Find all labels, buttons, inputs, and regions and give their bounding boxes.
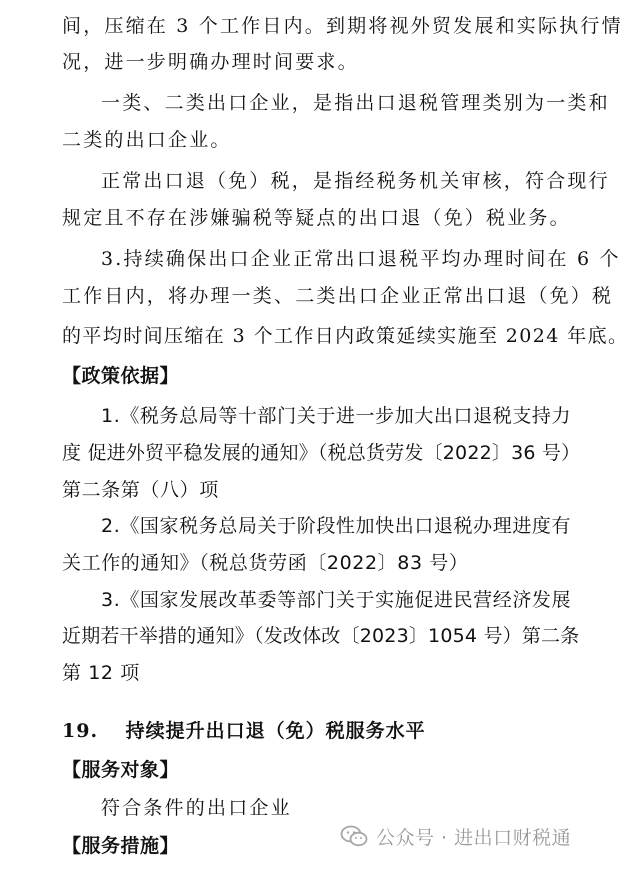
policy-line: 1.《税务总局等十部门关于进一步加大出口退税支持力 — [101, 405, 572, 427]
body-line: 的平均时间压缩在 3 个工作日内政策延续实施至 2024 年底。 — [62, 325, 629, 347]
body-line: 工作日内，将办理一类、二类出口企业正常出口退（免）税 — [62, 285, 614, 307]
policy-line: 第二条第（八）项 — [62, 479, 219, 501]
policy-line: 第 12 项 — [62, 662, 140, 684]
policy-basis-heading: 【政策依据】 — [62, 365, 180, 387]
watermark-text: 公众号 · 进出口财税通 — [376, 826, 572, 849]
body-line: 3.持续确保出口企业正常出口退税平均办理时间在 6 个 — [101, 248, 621, 270]
body-line: 二类的出口企业。 — [62, 129, 232, 151]
item-19-title: 19. 持续提升出口退（免）税服务水平 — [62, 720, 426, 742]
watermark — [340, 818, 571, 854]
service-target-heading: 【服务对象】 — [62, 759, 180, 781]
policy-line: 2.《国家税务总局关于阶段性加快出口退税办理进度有 — [101, 515, 572, 537]
policy-line: 关工作的通知》（税总货劳函〔2022〕83 号） — [62, 552, 469, 574]
body-line: 规定且不存在涉嫌骗税等疑点的出口退（免）税业务。 — [62, 207, 571, 229]
body-line: 正常出口退（免）税，是指经税务机关审核，符合现行 — [101, 170, 610, 192]
service-target-text: 符合条件的出口企业 — [101, 797, 292, 819]
body-line: 一类、二类出口企业，是指出口退税管理类别为一类和 — [101, 92, 610, 114]
policy-line: 3.《国家发展改革委等部门关于实施促进民营经济发展 — [101, 589, 572, 611]
service-measures-heading: 【服务措施】 — [62, 835, 180, 857]
policy-line: 度 促进外贸平稳发展的通知》（税总货劳发〔2022〕36 号） — [62, 442, 581, 464]
policy-line: 近期若干举措的通知》（发改体改〔2023〕1054 号）第二条 — [62, 625, 580, 647]
body-line: 况，进一步明确办理时间要求。 — [62, 51, 359, 73]
wechat-icon — [340, 824, 368, 848]
body-line: 间，压缩在 3 个工作日内。到期将视外贸发展和实际执行情 — [62, 15, 623, 37]
